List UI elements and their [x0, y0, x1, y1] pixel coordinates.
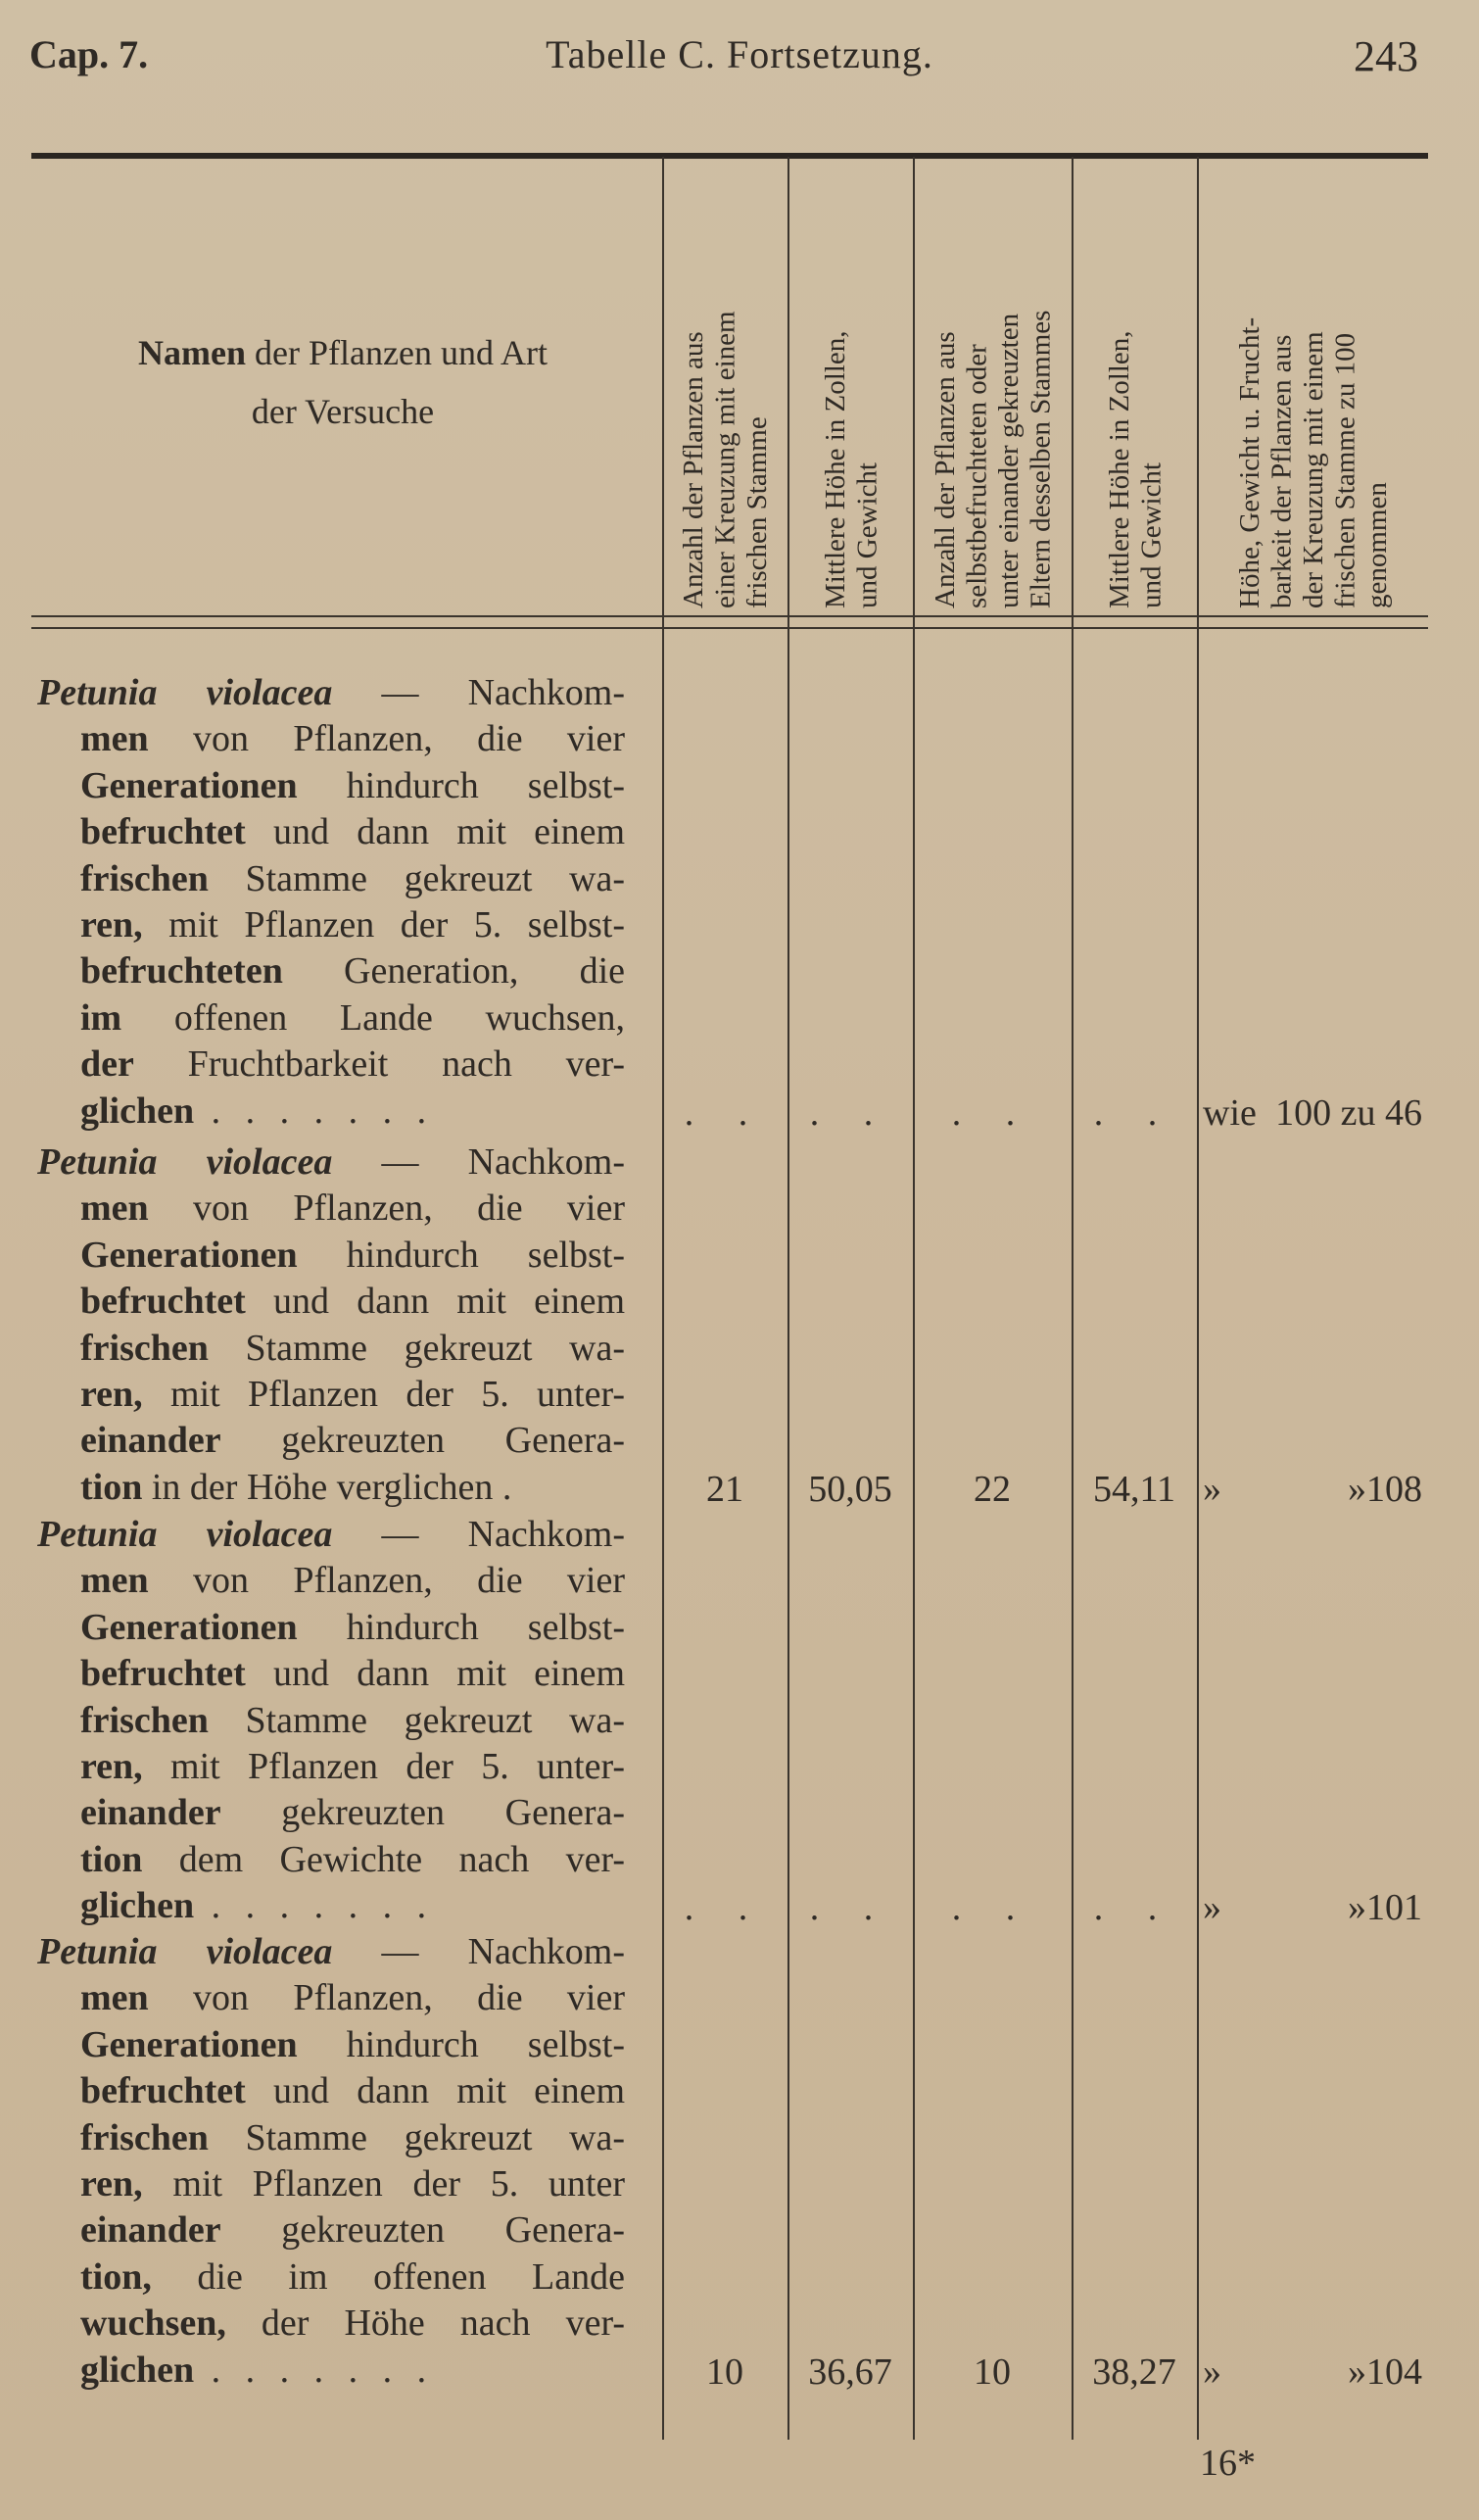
header-bottom-rule [31, 615, 1428, 617]
description-line [37, 1233, 625, 1279]
cell-c3: . . [951, 1091, 1033, 1134]
line-lead: glichen [80, 1090, 195, 1132]
line-lead: frischen [80, 857, 209, 899]
line-lead: tion [80, 1466, 143, 1508]
cell-c5b: »104 [1348, 2350, 1422, 2393]
description-line [37, 1089, 625, 1135]
line-lead: frischen [80, 2116, 209, 2158]
description-line [37, 716, 625, 762]
line-lead: einander [80, 1792, 221, 1834]
line-rest: Stamme gekreuzt wa- [208, 2116, 625, 2158]
line-rest: mit Pflanzen der 5. unter- [142, 1374, 625, 1416]
description-line [37, 2022, 625, 2068]
column-header-self-count: Anzahl der Pflanzen aus selbstbefruchteten oder unter einander gekreuzten Eltern desselben Stammes [930, 310, 1057, 608]
description-line [37, 1837, 625, 1883]
line-lead: ren, [80, 1374, 143, 1416]
column-header-cross-count-wrap [664, 163, 787, 608]
line-rest: gekreuzten Genera- [220, 1792, 625, 1834]
line-lead: befruchtet [80, 1281, 246, 1323]
line-lead: Generationen [80, 1606, 298, 1648]
line-lead: Generationen [80, 1234, 298, 1276]
cell-c1: 21 [706, 1468, 743, 1510]
description-line [37, 1790, 625, 1836]
cell-c4: 54,11 [1092, 1468, 1176, 1510]
description-line [37, 1372, 625, 1418]
column-header-cross-height-wrap [789, 163, 913, 608]
description-line [37, 1744, 625, 1790]
description-line [37, 1418, 625, 1464]
line-rest: von Pflanzen, die vier [148, 718, 625, 760]
cell-c2: 36,67 [808, 2350, 892, 2393]
line-lead: Generationen [80, 2023, 298, 2065]
line-lead: ren, [80, 904, 143, 946]
line-rest: und dann mit einem [245, 1281, 625, 1323]
line-rest: Stamme gekreuzt wa- [208, 1327, 625, 1369]
row-description [37, 670, 625, 1135]
line-lead: frischen [80, 1699, 209, 1741]
species-name: Petunia violacea [37, 1931, 333, 1972]
cell-c5a: » [1203, 2350, 1221, 2393]
chapter-label: Cap. 7. [29, 32, 149, 76]
line-rest: offenen Lande wuchsen, [121, 996, 625, 1039]
line-rest: mit Pflanzen der 5. unter- [142, 1746, 625, 1788]
description-line [37, 948, 625, 994]
line-lead: men [80, 1560, 149, 1602]
column-header-ratio-wrap [1199, 163, 1428, 608]
cell-c2: 50,05 [808, 1468, 892, 1510]
line-rest: — Nachkom- [332, 1931, 625, 1972]
line-lead: Generationen [80, 764, 298, 806]
line-rest: hindurch selbst- [297, 1234, 625, 1276]
line-lead: tion [80, 1838, 143, 1880]
line-rest: hindurch selbst- [297, 1606, 625, 1648]
description-line [37, 1651, 625, 1697]
cell-c4: . . [1093, 1887, 1175, 1929]
line-lead: ren, [80, 2163, 143, 2205]
description-line [37, 1558, 625, 1604]
description-line [37, 1512, 625, 1558]
line-rest: hindurch selbst- [297, 2023, 625, 2065]
description-line [37, 1186, 625, 1232]
line-rest: . . . . . . . [194, 2349, 435, 2391]
cell-c1: . . [684, 1887, 766, 1929]
description-line [37, 2254, 625, 2301]
column-header-cross-height: Mittlere Höhe in Zollen, und Gewicht [819, 330, 883, 608]
column-header-self-height-wrap [1073, 163, 1197, 608]
line-rest: der Höhe nach ver- [225, 2302, 625, 2345]
row-description [37, 1929, 625, 2394]
cell-c2: . . [809, 1091, 891, 1134]
description-line [37, 2161, 625, 2207]
description-line [37, 2068, 625, 2114]
column-header-self-height: Mittlere Höhe in Zollen, und Gewicht [1103, 330, 1167, 608]
description-line [37, 1975, 625, 2021]
cell-c3: 10 [974, 2350, 1011, 2393]
column-header-ratio: Höhe, Gewicht u. Frucht- barkeit der Pflanzen aus der Kreuzung mit einem frischen Stamme zu 100 genommen [1233, 316, 1393, 608]
description-line [37, 1042, 625, 1088]
cell-c1: . . [684, 1091, 766, 1134]
description-line [37, 1698, 625, 1744]
cell-c3: 22 [974, 1468, 1011, 1510]
description-line [37, 1139, 625, 1186]
line-lead: tion, [80, 2255, 152, 2298]
running-title: Tabelle C. Fortsetzung. [546, 32, 933, 76]
description-line [37, 2348, 625, 2394]
cell-c4: . . [1093, 1091, 1175, 1134]
cell-c4: 38,27 [1092, 2350, 1176, 2393]
line-rest: . . . . . . . [194, 1885, 435, 1927]
description-line [37, 1605, 625, 1651]
column-header-self-count-wrap [915, 163, 1072, 608]
line-rest: gekreuzten Genera- [220, 2209, 625, 2252]
description-line [37, 763, 625, 809]
line-lead: glichen [80, 2349, 195, 2391]
line-lead: wuchsen, [80, 2302, 226, 2345]
column-header-cross-count: Anzahl der Pflanzen aus einer Kreuzung mit einem frischen Stamme [678, 311, 774, 608]
page-number: 243 [1354, 32, 1418, 80]
line-rest: und dann mit einem [245, 1653, 625, 1695]
description-line [37, 1883, 625, 1929]
line-rest: die im offenen Lande [151, 2255, 625, 2298]
line-rest: — Nachkom- [332, 1141, 625, 1183]
line-rest: von Pflanzen, die vier [148, 1977, 625, 2019]
description-line [37, 995, 625, 1042]
line-lead: frischen [80, 1327, 209, 1369]
description-line [37, 1465, 625, 1511]
line-lead: einander [80, 2209, 221, 2252]
line-rest: gekreuzten Genera- [220, 1420, 625, 1462]
column-header-names-bold: Namen [138, 333, 247, 372]
table-top-rule [31, 153, 1428, 159]
line-lead: befruchtet [80, 811, 246, 853]
line-lead: der [80, 1043, 134, 1086]
line-lead: glichen [80, 1885, 195, 1927]
line-rest: — Nachkom- [332, 672, 625, 713]
cell-c3: . . [951, 1887, 1033, 1929]
line-rest: von Pflanzen, die vier [148, 1560, 625, 1602]
line-lead: men [80, 1187, 149, 1230]
description-line [37, 1929, 625, 1975]
cell-c5a: wie [1203, 1091, 1257, 1134]
description-line [37, 670, 625, 716]
description-line [37, 856, 625, 902]
species-name: Petunia violacea [37, 1141, 333, 1183]
line-rest: — Nachkom- [332, 1514, 625, 1555]
line-rest: dem Gewichte nach ver- [142, 1838, 625, 1880]
cell-c5b: 100 zu 46 [1275, 1091, 1422, 1134]
description-line [37, 2115, 625, 2161]
line-lead: men [80, 1977, 149, 2019]
row-description [37, 1139, 625, 1511]
line-rest: . . . . . . . [194, 1090, 435, 1132]
cell-c5a: » [1203, 1887, 1221, 1929]
line-rest: mit Pflanzen der 5. selbst- [142, 904, 625, 946]
cell-c5b: »101 [1348, 1887, 1422, 1929]
cell-c1: 10 [706, 2350, 743, 2393]
line-lead: men [80, 718, 149, 760]
row-description [37, 1512, 625, 1930]
species-name: Petunia violacea [37, 672, 333, 713]
description-line [37, 2301, 625, 2347]
description-line [37, 1326, 625, 1372]
line-lead: im [80, 996, 122, 1039]
line-rest: Stamme gekreuzt wa- [208, 857, 625, 899]
description-line [37, 902, 625, 948]
line-rest: Generation, die [282, 950, 625, 993]
column-header-names [59, 323, 627, 441]
column-header-names-rest: der Pflanzen und Art [246, 333, 548, 372]
line-rest: und dann mit einem [245, 811, 625, 853]
description-line [37, 1279, 625, 1325]
description-line [37, 2207, 625, 2253]
line-rest: und dann mit einem [245, 2070, 625, 2112]
line-lead: befruchtet [80, 1653, 246, 1695]
line-rest: Fruchtbarkeit nach ver- [133, 1043, 625, 1086]
species-name: Petunia violacea [37, 1514, 333, 1555]
cell-c5b: »108 [1348, 1468, 1422, 1510]
sheet-signature: 16* [1200, 2443, 1256, 2484]
line-rest: Stamme gekreuzt wa- [208, 1699, 625, 1741]
column-header-names-line2: der Versuche [251, 392, 435, 431]
description-line [37, 809, 625, 855]
line-rest: von Pflanzen, die vier [148, 1187, 625, 1230]
cell-c2: . . [809, 1887, 891, 1929]
line-lead: einander [80, 1420, 221, 1462]
cell-c5a: » [1203, 1468, 1221, 1510]
line-lead: befruchteten [80, 950, 283, 993]
line-rest: mit Pflanzen der 5. unter [142, 2163, 625, 2205]
line-lead: ren, [80, 1746, 143, 1788]
line-rest: in der Höhe verglichen . [142, 1466, 512, 1508]
line-lead: befruchtet [80, 2070, 246, 2112]
line-rest: hindurch selbst- [297, 764, 625, 806]
header-bottom-rule-2 [31, 627, 1428, 629]
